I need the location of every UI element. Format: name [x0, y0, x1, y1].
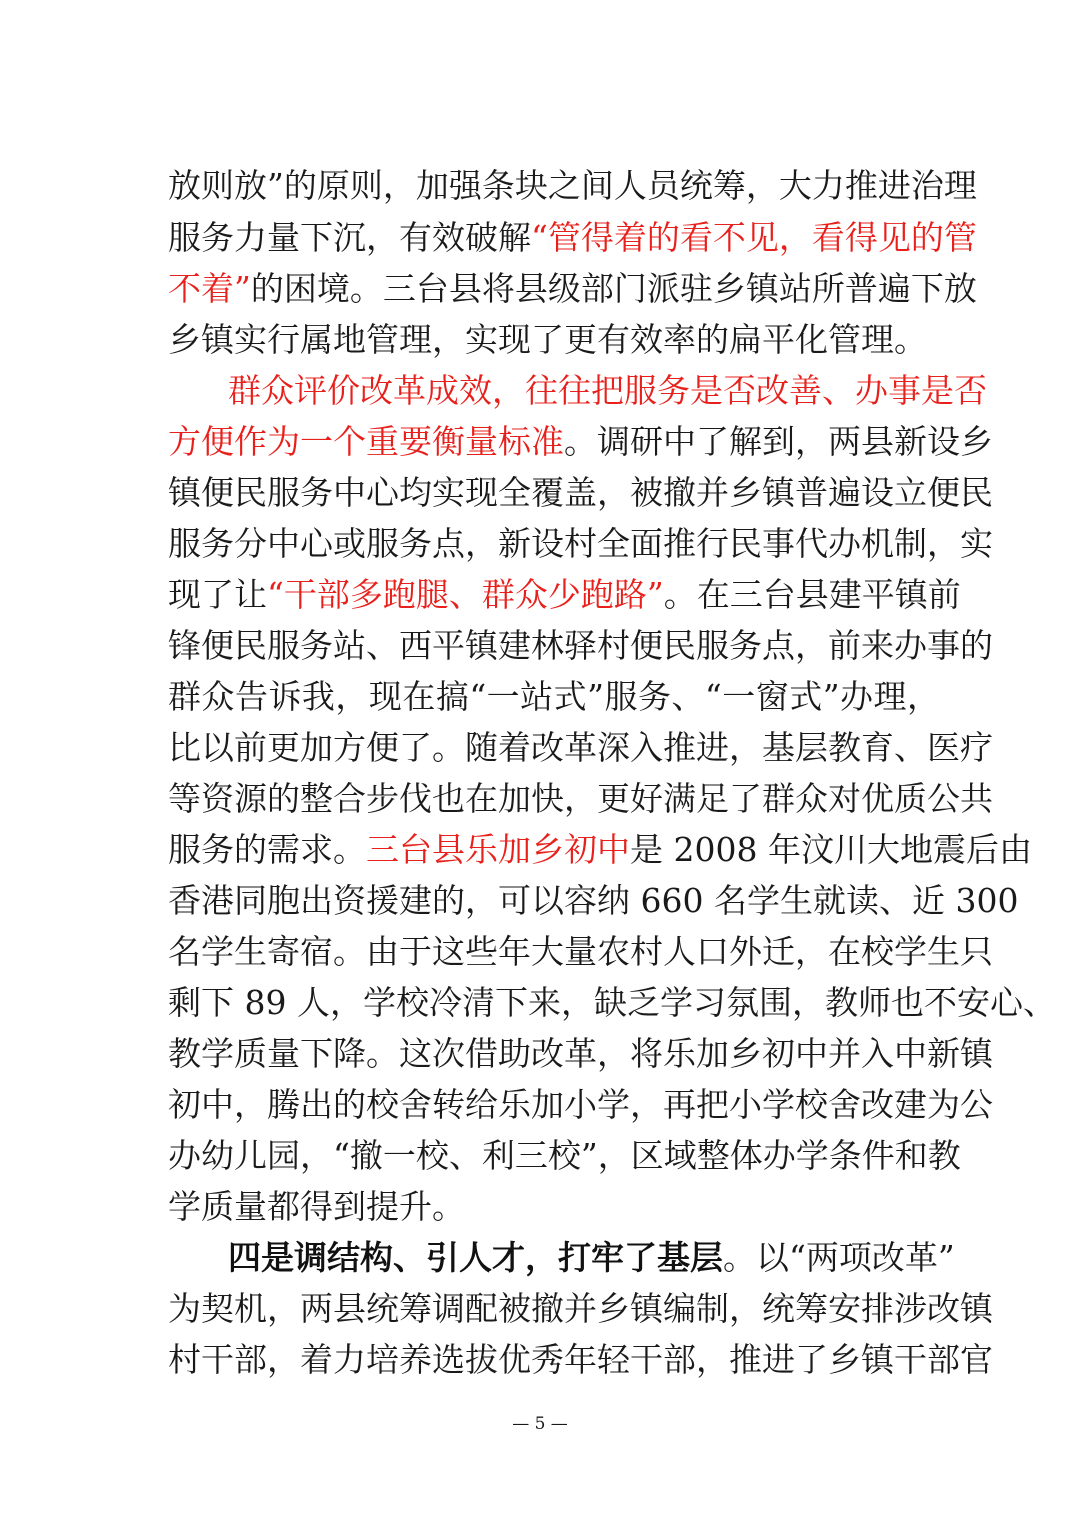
body-line-19 [168, 1081, 993, 1129]
body-text: 办幼儿园，“撤一校、利三校”，区域整体办学条件和教 [168, 1136, 961, 1175]
highlighted-text: 三台县乐加乡初中 [366, 830, 630, 869]
body-text: 的困境。三台县将县级部门派驻乡镇站所普遍下放 [250, 269, 977, 308]
body-text: 服务的需求。 [168, 830, 366, 869]
body-text: 是 2008 年汶川大地震后由 [630, 830, 1032, 869]
body-line-13 [168, 775, 993, 823]
body-line-15 [168, 877, 1019, 925]
body-line-21 [168, 1183, 940, 1231]
body-line-9 [168, 571, 961, 619]
body-text: 等资源的整合步伐也在加快，更好满足了群众对优质公共 [168, 779, 993, 818]
body-line-2 [168, 214, 977, 262]
body-text: 放则放”的原则，加强条块之间人员统筹，大力推进治理 [168, 166, 977, 205]
body-line-16 [168, 928, 993, 976]
highlighted-text: 群众评价改革成效，往往把服务是否改善、办事是否 [228, 371, 987, 410]
body-text: 学质量都得到提升。 [168, 1187, 465, 1226]
body-line-3 [168, 265, 977, 313]
highlighted-text: 方便作为一个重要衡量标准 [168, 422, 564, 461]
body-text: 香港同胞出资援建的，可以容纳 660 名学生就读、近 300 [168, 881, 1019, 920]
body-line-24 [168, 1336, 993, 1384]
body-line-14 [168, 826, 1032, 874]
body-line-1 [168, 162, 977, 210]
page-number: — 5 — [512, 1414, 568, 1434]
body-line-17 [168, 979, 1056, 1027]
body-line-18 [168, 1030, 993, 1078]
body-line-20 [168, 1132, 961, 1180]
body-line-11 [168, 673, 940, 721]
body-line-7 [168, 469, 993, 517]
body-text: 乡镇实行属地管理，实现了更有效率的扁平化管理。 [168, 320, 927, 359]
body-line-4 [168, 316, 940, 364]
body-text: 初中，腾出的校舍转给乐加小学，再把小学校舍改建为公 [168, 1085, 993, 1124]
body-text: 服务力量下沉，有效破解 [168, 218, 531, 257]
body-text: 比以前更加方便了。随着改革深入推进，基层教育、医疗 [168, 728, 993, 767]
section-heading-line [228, 1234, 955, 1282]
body-line-5 [228, 367, 987, 415]
highlighted-text: “干部多跑腿、群众少跑路” [267, 575, 664, 614]
body-text: 教学质量下降。这次借助改革，将乐加乡初中并入中新镇 [168, 1034, 993, 1073]
highlighted-text: “管得着的看不见，看得见的管 [531, 218, 977, 257]
body-line-12 [168, 724, 993, 772]
body-text: 群众告诉我，现在搞“一站式”服务、“一窗式”办理， [168, 677, 940, 716]
body-line-8 [168, 520, 993, 568]
body-text: 村干部，着力培养选拔优秀年轻干部，推进了乡镇干部官 [168, 1340, 993, 1379]
body-text: 现了让 [168, 575, 267, 614]
body-line-10 [168, 622, 993, 670]
body-text: 锋便民服务站、西平镇建林驿村便民服务点，前来办事的 [168, 626, 993, 665]
body-line-23 [168, 1285, 993, 1333]
highlighted-text: 不着” [168, 269, 251, 308]
body-text: 镇便民服务中心均实现全覆盖，被撤并乡镇普遍设立便民 [168, 473, 993, 512]
body-text: 名学生寄宿。由于这些年大量农村人口外迁，在校学生只 [168, 932, 993, 971]
body-text: 剩下 89 人，学校冷清下来，缺乏学习氛围，教师也不安心、 [168, 983, 1056, 1022]
body-text: 。调研中了解到，两县新设乡 [564, 422, 993, 461]
body-text: 为契机，两县统筹调配被撤并乡镇编制，统筹安排涉改镇 [168, 1289, 993, 1328]
body-text: 服务分中心或服务点，新设村全面推行民事代办机制，实 [168, 524, 993, 563]
body-text: 。以“两项改革” [723, 1238, 955, 1277]
bold-heading-text: 四是调结构、引人才，打牢了基层 [228, 1238, 723, 1277]
body-text: 。在三台县建平镇前 [663, 575, 961, 614]
body-line-6 [168, 418, 993, 466]
